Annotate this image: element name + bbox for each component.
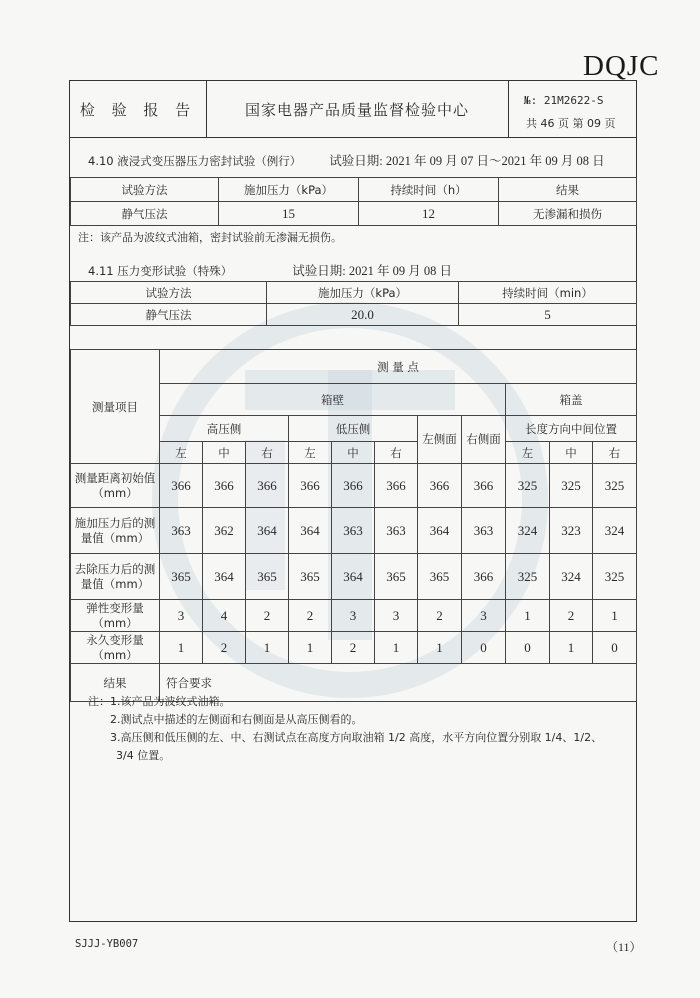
pos-left: 左 — [289, 442, 332, 464]
right-face-header: 右侧面 — [462, 416, 506, 464]
measure-row-label: 施加压力后的测量值（mm） — [71, 508, 160, 554]
measure-value: 364 — [203, 554, 246, 600]
measure-value: 366 — [462, 464, 506, 508]
section-410-title: 4.10 液浸式变压器压力密封试验（例行） — [88, 154, 302, 168]
deform-test-table — [70, 281, 637, 326]
measure-value: 366 — [462, 554, 506, 600]
measure-value: 366 — [160, 464, 203, 508]
left-face-header: 左侧面 — [418, 416, 462, 464]
pos-right: 右 — [246, 442, 289, 464]
measure-value: 2 — [203, 632, 246, 664]
pos-right: 右 — [375, 442, 418, 464]
measure-value: 1 — [593, 600, 637, 632]
tank-wall-header: 箱壁 — [160, 384, 506, 416]
measure-row-label: 永久变形量（mm） — [71, 632, 160, 664]
measure-value: 2 — [246, 600, 289, 632]
measure-value: 3 — [375, 600, 418, 632]
measure-value: 2 — [289, 600, 332, 632]
measure-value: 363 — [332, 508, 375, 554]
pos-left: 左 — [160, 442, 203, 464]
measure-value: 4 — [203, 600, 246, 632]
pos-left: 左 — [506, 442, 550, 464]
measure-value: 323 — [550, 508, 593, 554]
measure-value: 366 — [375, 464, 418, 508]
measure-value: 364 — [418, 508, 462, 554]
measure-value: 324 — [593, 508, 637, 554]
measure-value: 364 — [289, 508, 332, 554]
measure-value: 0 — [462, 632, 506, 664]
measure-value: 363 — [462, 508, 506, 554]
pos-mid: 中 — [550, 442, 593, 464]
measure-value: 366 — [246, 464, 289, 508]
measure-value: 1 — [418, 632, 462, 664]
measure-value: 365 — [246, 554, 289, 600]
measure-row-label: 弹性变形量（mm） — [71, 600, 160, 632]
measure-value: 1 — [289, 632, 332, 664]
cell: 20.0 — [267, 304, 459, 326]
measure-value: 325 — [506, 464, 550, 508]
section-410-date: 试验日期: 2021 年 09 月 07 日～2021 年 09 月 08 日 — [329, 154, 605, 168]
form-code: SJJJ-YB007 — [75, 938, 139, 950]
cell: 静气压法 — [71, 202, 219, 226]
section-411-title: 4.11 压力变形试验（特殊） — [88, 264, 233, 278]
col-header: 试验方法 — [71, 282, 267, 304]
measure-row — [71, 554, 637, 600]
measure-row — [71, 508, 637, 554]
report-label: 检 验 报 告 — [70, 81, 207, 137]
note-2: 2.测试点中描述的左侧面和右侧面是从高压侧看的。 — [110, 713, 363, 726]
col-header: 施加压力（kPa） — [267, 282, 459, 304]
measure-value: 363 — [375, 508, 418, 554]
page-number: （11） — [606, 940, 642, 954]
measure-value: 366 — [203, 464, 246, 508]
cell: 15 — [219, 202, 359, 226]
measure-row — [71, 600, 637, 632]
measure-value: 3 — [462, 600, 506, 632]
measure-value: 365 — [418, 554, 462, 600]
measure-row — [71, 632, 637, 664]
measure-value: 363 — [160, 508, 203, 554]
result-label: 结果 — [71, 664, 160, 702]
note-3: 3.高压侧和低压侧的左、中、右测试点在高度方向取油箱 1/2 高度，水平方向位置分别取 1/4、1/2、 — [110, 731, 603, 744]
col-header: 持续时间（min） — [459, 282, 637, 304]
col-header: 试验方法 — [71, 178, 219, 202]
measure-value: 1 — [375, 632, 418, 664]
section-411-date: 试验日期: 2021 年 09 月 08 日 — [292, 264, 452, 278]
report-header — [70, 81, 636, 138]
report-number: №: 21M2622-S — [524, 94, 604, 107]
measure-value: 366 — [418, 464, 462, 508]
measure-value: 325 — [593, 464, 637, 508]
measure-value: 3 — [160, 600, 203, 632]
measure-value: 364 — [332, 554, 375, 600]
measure-value: 1 — [506, 600, 550, 632]
note-3-cont: 3/4 位置。 — [116, 749, 171, 762]
seal-test-table — [70, 177, 637, 226]
report-frame — [69, 80, 637, 922]
measure-value: 362 — [203, 508, 246, 554]
measure-points-header: 测 量 点 — [160, 350, 637, 384]
measure-value: 365 — [375, 554, 418, 600]
cell: 12 — [359, 202, 499, 226]
pos-right: 右 — [593, 442, 637, 464]
tank-cover-header: 箱盖 — [506, 384, 637, 416]
result-value: 符合要求 — [160, 664, 637, 702]
measure-value: 1 — [160, 632, 203, 664]
section-410-heading — [88, 151, 605, 169]
measure-value: 325 — [506, 554, 550, 600]
measure-row-label: 去除压力后的测量值（mm） — [71, 554, 160, 600]
measure-value: 1 — [246, 632, 289, 664]
section-411-heading — [88, 261, 452, 279]
measure-value: 324 — [550, 554, 593, 600]
measure-value: 2 — [332, 632, 375, 664]
measure-value: 366 — [289, 464, 332, 508]
page-count: 共 46 页 第 09 页 — [526, 117, 616, 130]
note-1: 注：1.该产品为波纹式油箱。 — [88, 695, 231, 708]
measure-value: 0 — [593, 632, 637, 664]
measure-value: 2 — [418, 600, 462, 632]
measure-value: 365 — [160, 554, 203, 600]
measure-row — [71, 464, 637, 508]
cell: 静气压法 — [71, 304, 267, 326]
col-header: 结果 — [499, 178, 637, 202]
measure-value: 365 — [289, 554, 332, 600]
measure-value: 325 — [550, 464, 593, 508]
measure-value: 325 — [593, 554, 637, 600]
center-name: 国家电器产品质量监督检验中心 — [206, 81, 509, 137]
measure-row-label: 测量距离初始值（mm） — [71, 464, 160, 508]
measure-value: 366 — [332, 464, 375, 508]
report-meta — [508, 81, 636, 137]
measure-item-header: 测量项目 — [71, 350, 160, 464]
measurement-table — [70, 349, 637, 702]
measure-value: 364 — [246, 508, 289, 554]
length-mid-header: 长度方向中间位置 — [506, 416, 637, 442]
col-header: 施加压力（kPa） — [219, 178, 359, 202]
pos-mid: 中 — [203, 442, 246, 464]
lv-side-header: 低压侧 — [289, 416, 418, 442]
measure-value: 324 — [506, 508, 550, 554]
measure-value: 3 — [332, 600, 375, 632]
cell: 无渗漏和损伤 — [499, 202, 637, 226]
measure-value: 2 — [550, 600, 593, 632]
section-410-note: 注：该产品为波纹式油箱，密封试验前无渗漏无损伤。 — [78, 231, 342, 244]
pos-mid: 中 — [332, 442, 375, 464]
measure-value: 1 — [550, 632, 593, 664]
hv-side-header: 高压侧 — [160, 416, 289, 442]
brand-mark: DQJC — [583, 50, 660, 82]
cell: 5 — [459, 304, 637, 326]
measure-value: 0 — [506, 632, 550, 664]
col-header: 持续时间（h） — [359, 178, 499, 202]
